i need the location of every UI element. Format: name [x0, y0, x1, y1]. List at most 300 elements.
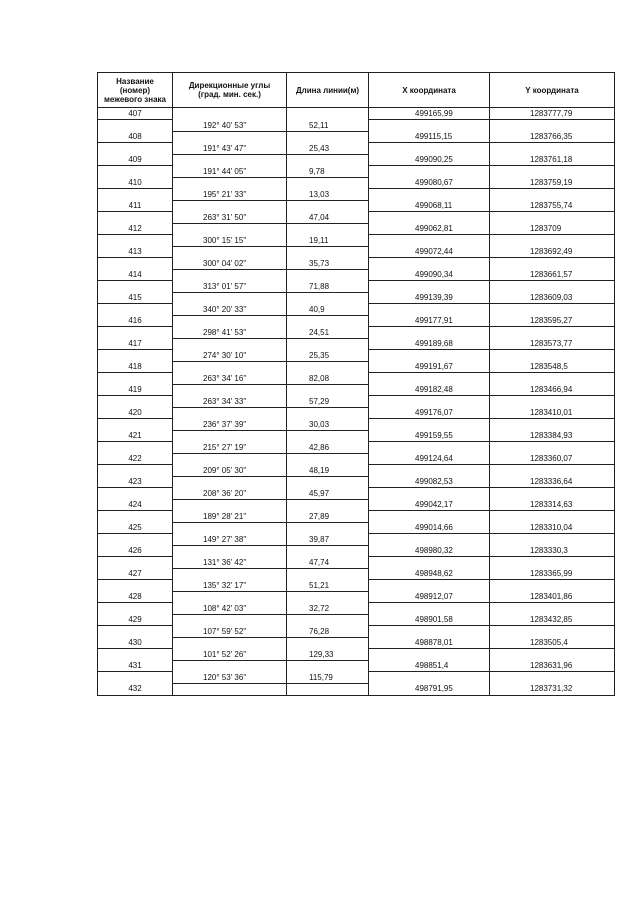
x-coordinate-cell: 499090,25	[369, 154, 490, 166]
empty-cell	[287, 499, 369, 511]
marker-name-cell: 427	[98, 568, 173, 580]
table-row	[98, 396, 615, 408]
empty-cell	[369, 557, 490, 569]
line-length-cell: 76,28	[287, 626, 369, 638]
empty-cell	[173, 177, 287, 189]
empty-cell	[173, 637, 287, 649]
empty-cell	[287, 614, 369, 626]
empty-cell	[490, 327, 615, 339]
x-coordinate-cell: 499014,66	[369, 522, 490, 534]
x-coordinate-cell: 499165,99	[369, 108, 490, 120]
empty-cell	[98, 327, 173, 339]
empty-cell	[287, 154, 369, 166]
empty-cell	[369, 442, 490, 454]
table-row	[98, 200, 615, 212]
empty-cell	[287, 384, 369, 396]
marker-name-cell: 411	[98, 200, 173, 212]
y-coordinate-cell: 1283755,74	[490, 200, 615, 212]
direction-angle-cell: 300° 04' 02"	[173, 258, 287, 270]
table-row	[98, 269, 615, 281]
table-row	[98, 131, 615, 143]
empty-cell	[98, 373, 173, 385]
direction-angle-cell: 135° 32' 17"	[173, 580, 287, 592]
empty-cell	[490, 235, 615, 247]
line-length-cell: 45,97	[287, 488, 369, 500]
empty-cell	[369, 304, 490, 316]
table-row	[98, 637, 615, 649]
empty-cell	[98, 465, 173, 477]
empty-cell	[490, 120, 615, 132]
table-row	[98, 465, 615, 477]
y-coordinate-cell: 1283595,27	[490, 315, 615, 327]
header-y-coordinate: Y координата	[490, 73, 615, 108]
x-coordinate-cell: 498791,95	[369, 683, 490, 695]
empty-cell	[98, 626, 173, 638]
table-row	[98, 212, 615, 224]
table-row	[98, 614, 615, 626]
table-row	[98, 384, 615, 396]
table-row	[98, 338, 615, 350]
y-coordinate-cell: 1283631,96	[490, 660, 615, 672]
table-row	[98, 545, 615, 557]
table-row	[98, 235, 615, 247]
table-row	[98, 660, 615, 672]
empty-cell	[369, 235, 490, 247]
y-coordinate-cell: 1283310,04	[490, 522, 615, 534]
empty-cell	[490, 511, 615, 523]
empty-cell	[173, 522, 287, 534]
table-body	[98, 108, 615, 696]
table-row	[98, 281, 615, 293]
line-length-cell: 52,11	[287, 120, 369, 132]
x-coordinate-cell: 499068,11	[369, 200, 490, 212]
direction-angle-cell: 208° 36' 20"	[173, 488, 287, 500]
x-coordinate-cell: 498912,07	[369, 591, 490, 603]
empty-cell	[287, 591, 369, 603]
table-row	[98, 580, 615, 592]
empty-cell	[490, 534, 615, 546]
empty-cell	[369, 603, 490, 615]
empty-cell	[173, 200, 287, 212]
marker-name-cell: 409	[98, 154, 173, 166]
empty-cell	[369, 672, 490, 684]
empty-cell	[173, 430, 287, 442]
y-coordinate-cell: 1283505,4	[490, 637, 615, 649]
empty-cell	[490, 649, 615, 661]
empty-cell	[287, 683, 369, 695]
empty-cell	[369, 626, 490, 638]
empty-cell	[287, 660, 369, 672]
direction-angle-cell: 191° 44' 05"	[173, 166, 287, 178]
table-row	[98, 189, 615, 201]
empty-cell	[287, 430, 369, 442]
marker-name-cell: 414	[98, 269, 173, 281]
empty-cell	[173, 476, 287, 488]
empty-cell	[490, 626, 615, 638]
direction-angle-cell: 107° 59' 52"	[173, 626, 287, 638]
empty-cell	[98, 442, 173, 454]
empty-cell	[369, 258, 490, 270]
marker-name-cell: 422	[98, 453, 173, 465]
table-row	[98, 499, 615, 511]
y-coordinate-cell: 1283365,99	[490, 568, 615, 580]
line-length-cell: 115,79	[287, 672, 369, 684]
x-coordinate-cell: 499090,34	[369, 269, 490, 281]
empty-cell	[287, 338, 369, 350]
empty-cell	[98, 258, 173, 270]
empty-cell	[173, 407, 287, 419]
table-row	[98, 591, 615, 603]
coordinates-table	[97, 72, 615, 696]
empty-cell	[173, 614, 287, 626]
direction-angle-cell: 263° 31' 50"	[173, 212, 287, 224]
y-coordinate-cell: 1283548,5	[490, 361, 615, 373]
x-coordinate-cell: 499115,15	[369, 131, 490, 143]
empty-cell	[369, 396, 490, 408]
line-length-cell: 30,03	[287, 419, 369, 431]
table-row	[98, 350, 615, 362]
line-length-cell: 32,72	[287, 603, 369, 615]
direction-angle-cell: 195° 21' 33"	[173, 189, 287, 201]
empty-cell	[173, 683, 287, 695]
table-row	[98, 476, 615, 488]
empty-cell	[98, 189, 173, 201]
direction-angle-cell: 340° 20' 33"	[173, 304, 287, 316]
marker-name-cell: 415	[98, 292, 173, 304]
empty-cell	[490, 212, 615, 224]
marker-name-cell: 428	[98, 591, 173, 603]
marker-name-cell: 417	[98, 338, 173, 350]
empty-cell	[490, 672, 615, 684]
empty-cell	[287, 315, 369, 327]
empty-cell	[173, 338, 287, 350]
empty-cell	[287, 453, 369, 465]
line-length-cell: 47,04	[287, 212, 369, 224]
empty-cell	[173, 499, 287, 511]
empty-cell	[369, 143, 490, 155]
table-row	[98, 603, 615, 615]
empty-cell	[369, 212, 490, 224]
table-row	[98, 361, 615, 373]
empty-cell	[369, 166, 490, 178]
line-length-cell: 42,86	[287, 442, 369, 454]
x-coordinate-cell: 499072,44	[369, 246, 490, 258]
y-coordinate-cell: 1283314,63	[490, 499, 615, 511]
marker-name-cell: 426	[98, 545, 173, 557]
table-row	[98, 223, 615, 235]
line-length-cell: 82,08	[287, 373, 369, 385]
empty-cell	[173, 384, 287, 396]
empty-cell	[98, 281, 173, 293]
direction-angle-cell: 298° 41' 53"	[173, 327, 287, 339]
empty-cell	[369, 488, 490, 500]
table-row	[98, 557, 615, 569]
marker-name-cell: 416	[98, 315, 173, 327]
table-row	[98, 683, 615, 695]
empty-cell	[287, 108, 369, 120]
marker-name-cell: 420	[98, 407, 173, 419]
line-length-cell: 25,43	[287, 143, 369, 155]
empty-cell	[369, 120, 490, 132]
table-row	[98, 143, 615, 155]
empty-cell	[369, 373, 490, 385]
empty-cell	[490, 580, 615, 592]
table-row	[98, 327, 615, 339]
marker-name-cell: 424	[98, 499, 173, 511]
y-coordinate-cell: 1283573,77	[490, 338, 615, 350]
empty-cell	[98, 120, 173, 132]
direction-angle-cell: 263° 34' 16"	[173, 373, 287, 385]
empty-cell	[369, 649, 490, 661]
empty-cell	[173, 223, 287, 235]
direction-angle-cell: 236° 37' 39"	[173, 419, 287, 431]
table-row	[98, 430, 615, 442]
empty-cell	[287, 545, 369, 557]
y-coordinate-cell: 1283401,86	[490, 591, 615, 603]
line-length-cell: 25,35	[287, 350, 369, 362]
table-row	[98, 442, 615, 454]
empty-cell	[490, 557, 615, 569]
empty-cell	[98, 143, 173, 155]
direction-angle-cell: 263° 34' 33"	[173, 396, 287, 408]
empty-cell	[173, 545, 287, 557]
marker-name-cell: 419	[98, 384, 173, 396]
empty-cell	[98, 235, 173, 247]
table-row	[98, 304, 615, 316]
empty-cell	[490, 143, 615, 155]
table-row	[98, 292, 615, 304]
line-length-cell: 39,87	[287, 534, 369, 546]
empty-cell	[287, 407, 369, 419]
x-coordinate-cell: 499080,67	[369, 177, 490, 189]
empty-cell	[98, 488, 173, 500]
empty-cell	[98, 304, 173, 316]
empty-cell	[287, 292, 369, 304]
empty-cell	[490, 373, 615, 385]
empty-cell	[490, 189, 615, 201]
line-length-cell: 71,88	[287, 281, 369, 293]
y-coordinate-cell: 1283761,18	[490, 154, 615, 166]
empty-cell	[490, 281, 615, 293]
line-length-cell: 48,19	[287, 465, 369, 477]
empty-cell	[287, 476, 369, 488]
empty-cell	[490, 258, 615, 270]
empty-cell	[173, 660, 287, 672]
table-row	[98, 407, 615, 419]
empty-cell	[173, 292, 287, 304]
line-length-cell: 47,74	[287, 557, 369, 569]
x-coordinate-cell: 499159,55	[369, 430, 490, 442]
y-coordinate-cell: 1283410,01	[490, 407, 615, 419]
table-header	[98, 73, 615, 108]
x-coordinate-cell: 499189,68	[369, 338, 490, 350]
marker-name-cell: 429	[98, 614, 173, 626]
line-length-cell: 19,11	[287, 235, 369, 247]
x-coordinate-cell: 498901,58	[369, 614, 490, 626]
empty-cell	[173, 453, 287, 465]
x-coordinate-cell: 499191,67	[369, 361, 490, 373]
empty-cell	[173, 591, 287, 603]
table-row	[98, 246, 615, 258]
y-coordinate-cell: 1283609,03	[490, 292, 615, 304]
header-marker-name: Название (номер) межевого знака	[98, 73, 173, 108]
x-coordinate-cell: 498980,32	[369, 545, 490, 557]
empty-cell	[490, 442, 615, 454]
y-coordinate-cell: 1283777,79	[490, 108, 615, 120]
empty-cell	[490, 603, 615, 615]
table-row	[98, 649, 615, 661]
x-coordinate-cell: 498851,4	[369, 660, 490, 672]
empty-cell	[173, 361, 287, 373]
table-row	[98, 672, 615, 684]
line-length-cell: 129,33	[287, 649, 369, 661]
empty-cell	[98, 419, 173, 431]
empty-cell	[287, 361, 369, 373]
y-coordinate-cell: 1283759,19	[490, 177, 615, 189]
marker-name-cell: 423	[98, 476, 173, 488]
y-coordinate-cell: 1283432,85	[490, 614, 615, 626]
y-coordinate-cell: 1283692,49	[490, 246, 615, 258]
empty-cell	[98, 603, 173, 615]
marker-name-cell: 432	[98, 683, 173, 695]
x-coordinate-cell: 499042,17	[369, 499, 490, 511]
y-coordinate-cell: 1283360,07	[490, 453, 615, 465]
empty-cell	[173, 131, 287, 143]
y-coordinate-cell: 1283709	[490, 223, 615, 235]
empty-cell	[490, 166, 615, 178]
empty-cell	[287, 177, 369, 189]
empty-cell	[369, 534, 490, 546]
x-coordinate-cell: 499139,39	[369, 292, 490, 304]
y-coordinate-cell: 1283384,93	[490, 430, 615, 442]
direction-angle-cell: 300° 15' 15"	[173, 235, 287, 247]
x-coordinate-cell: 498948,62	[369, 568, 490, 580]
table-row	[98, 166, 615, 178]
table-row	[98, 373, 615, 385]
empty-cell	[369, 281, 490, 293]
table-row	[98, 177, 615, 189]
line-length-cell: 51,21	[287, 580, 369, 592]
marker-name-cell: 407	[98, 108, 173, 120]
line-length-cell: 40,9	[287, 304, 369, 316]
empty-cell	[173, 315, 287, 327]
empty-cell	[98, 649, 173, 661]
empty-cell	[98, 534, 173, 546]
direction-angle-cell: 189° 28' 21"	[173, 511, 287, 523]
empty-cell	[287, 637, 369, 649]
empty-cell	[287, 200, 369, 212]
y-coordinate-cell: 1283466,94	[490, 384, 615, 396]
empty-cell	[173, 108, 287, 120]
empty-cell	[490, 488, 615, 500]
marker-name-cell: 412	[98, 223, 173, 235]
direction-angle-cell: 191° 43' 47"	[173, 143, 287, 155]
table-row	[98, 453, 615, 465]
marker-name-cell: 431	[98, 660, 173, 672]
empty-cell	[287, 131, 369, 143]
line-length-cell: 13,03	[287, 189, 369, 201]
empty-cell	[287, 246, 369, 258]
x-coordinate-cell: 499082,53	[369, 476, 490, 488]
marker-name-cell: 408	[98, 131, 173, 143]
empty-cell	[490, 304, 615, 316]
table-row	[98, 120, 615, 132]
direction-angle-cell: 215° 27' 19"	[173, 442, 287, 454]
direction-angle-cell: 313° 01' 57"	[173, 281, 287, 293]
header-line-length: Длина линии(м)	[287, 73, 369, 108]
empty-cell	[490, 419, 615, 431]
empty-cell	[369, 419, 490, 431]
empty-cell	[98, 580, 173, 592]
y-coordinate-cell: 1283336,64	[490, 476, 615, 488]
direction-angle-cell: 192° 40' 53"	[173, 120, 287, 132]
table-row	[98, 108, 615, 120]
table-row	[98, 522, 615, 534]
empty-cell	[287, 223, 369, 235]
marker-name-cell: 425	[98, 522, 173, 534]
direction-angle-cell: 108° 42' 03"	[173, 603, 287, 615]
empty-cell	[369, 189, 490, 201]
x-coordinate-cell: 499062,81	[369, 223, 490, 235]
table-row	[98, 154, 615, 166]
y-coordinate-cell: 1283330,3	[490, 545, 615, 557]
empty-cell	[173, 269, 287, 281]
direction-angle-cell: 209° 05' 30"	[173, 465, 287, 477]
table-row	[98, 315, 615, 327]
empty-cell	[98, 212, 173, 224]
y-coordinate-cell: 1283661,57	[490, 269, 615, 281]
line-length-cell: 27,89	[287, 511, 369, 523]
table-row	[98, 534, 615, 546]
empty-cell	[490, 396, 615, 408]
marker-name-cell: 413	[98, 246, 173, 258]
empty-cell	[287, 522, 369, 534]
direction-angle-cell: 274° 30' 10"	[173, 350, 287, 362]
table-row	[98, 488, 615, 500]
line-length-cell: 35,73	[287, 258, 369, 270]
direction-angle-cell: 131° 36' 42"	[173, 557, 287, 569]
empty-cell	[98, 672, 173, 684]
direction-angle-cell: 101° 52' 26"	[173, 649, 287, 661]
empty-cell	[490, 465, 615, 477]
table-row	[98, 626, 615, 638]
empty-cell	[369, 350, 490, 362]
x-coordinate-cell: 498878,01	[369, 637, 490, 649]
empty-cell	[173, 154, 287, 166]
empty-cell	[490, 350, 615, 362]
empty-cell	[98, 350, 173, 362]
table-row	[98, 258, 615, 270]
header-direction-angle: Дирекционные углы (град. мин. сек.)	[173, 73, 287, 108]
x-coordinate-cell: 499177,91	[369, 315, 490, 327]
empty-cell	[98, 557, 173, 569]
y-coordinate-cell: 1283731,32	[490, 683, 615, 695]
marker-name-cell: 430	[98, 637, 173, 649]
empty-cell	[369, 327, 490, 339]
direction-angle-cell: 149° 27' 38"	[173, 534, 287, 546]
x-coordinate-cell: 499176,07	[369, 407, 490, 419]
empty-cell	[98, 511, 173, 523]
marker-name-cell: 410	[98, 177, 173, 189]
empty-cell	[287, 568, 369, 580]
empty-cell	[369, 511, 490, 523]
table-row	[98, 511, 615, 523]
marker-name-cell: 421	[98, 430, 173, 442]
line-length-cell: 24,51	[287, 327, 369, 339]
empty-cell	[369, 580, 490, 592]
table-row	[98, 419, 615, 431]
x-coordinate-cell: 499124,64	[369, 453, 490, 465]
